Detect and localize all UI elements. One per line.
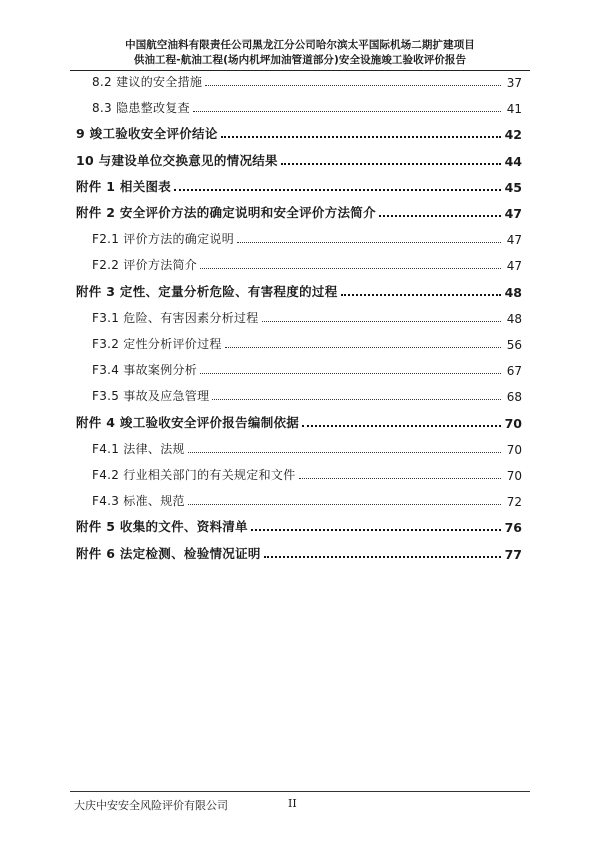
toc-entry (92, 386, 522, 404)
toc-entry-page: 70 (506, 442, 522, 457)
toc-dot-leader (262, 321, 501, 322)
header-line-1: 中国航空油料有限责任公司黑龙江分公司哈尔滨太平国际机场二期扩建项目 (125, 39, 475, 51)
toc-entry-label: F2.1 评价方法的确定说明 (92, 232, 235, 247)
footer-company: 大庆中安安全风险评价有限公司 (74, 799, 228, 812)
toc-dot-leader (205, 85, 501, 86)
toc-dot-leader (188, 504, 501, 505)
toc-entry-label: F3.5 事故及应急管理 (92, 389, 210, 404)
toc-dot-leader (212, 399, 501, 400)
toc-dot-leader (193, 111, 501, 112)
header-line-2: 供油工程-航油工程(场内机坪加油管道部分)安全设施竣工验收评价报告 (133, 54, 467, 66)
toc-entry-page: 37 (506, 76, 522, 90)
toc-entry-label: F4.1 法律、法规 (92, 441, 185, 456)
toc-entry-page: 77 (504, 546, 522, 562)
toc-dot-leader (302, 425, 501, 427)
toc-entry (92, 72, 522, 90)
toc-entry-label: F3.2 定性分析评价过程 (92, 337, 222, 351)
toc-entry-label: F2.2 评价方法简介 (92, 258, 198, 273)
toc-entry-page: 76 (504, 520, 522, 536)
toc-entry-label: 附件 2 安全评价方法的确定说明和安全评价方法简介 (76, 205, 376, 220)
toc-entry-page: 47 (504, 206, 522, 221)
toc-dot-leader (188, 452, 501, 453)
toc-entry-label: 附件 5 收集的文件、资料清单 (76, 519, 248, 535)
toc-entry-label: 附件 1 相关图表 (76, 178, 172, 194)
toc-entry (92, 491, 522, 509)
toc-entry (92, 360, 522, 378)
toc-entry (92, 334, 522, 352)
toc-dot-leader (174, 189, 501, 191)
toc-entry-page: 45 (504, 179, 522, 195)
toc-entry (76, 517, 522, 535)
toc-entry-label: 附件 6 法定检测、检验情况证明 (76, 545, 261, 561)
toc-dot-leader (237, 242, 501, 243)
toc-entry-label: 附件 3 定性、定量分析危险、有害程度的过程 (76, 283, 338, 299)
toc-entry-label: F4.2 行业相关部门的有关规定和文件 (92, 468, 296, 482)
footer-rule (70, 791, 530, 792)
toc-dot-leader (264, 556, 501, 558)
toc-entry-label: 附件 4 竣工验收安全评价报告编制依据 (76, 414, 300, 430)
toc-entry-page: 70 (504, 415, 522, 431)
toc-entry-page: 42 (504, 127, 522, 143)
toc-entry-page: 72 (506, 495, 522, 510)
toc-entry (92, 308, 522, 326)
toc-entry-label: F4.3 标准、规范 (92, 494, 185, 509)
toc-entry (92, 255, 522, 273)
toc-dot-leader (251, 529, 501, 531)
toc-dot-leader (281, 163, 501, 165)
toc-entry (92, 439, 522, 457)
toc-entry-label: 10 与建设单位交换意见的情况结果 (76, 152, 278, 168)
toc-entry-page: 44 (504, 153, 522, 169)
toc-dot-leader (341, 294, 501, 296)
toc-entry-page: 47 (506, 233, 522, 248)
toc-entry-label: 9 竣工验收安全评价结论 (76, 126, 218, 142)
toc-entry-label: 8.3 隐患整改复查 (92, 101, 190, 116)
toc-dot-leader (221, 136, 501, 138)
toc-entry (92, 465, 522, 483)
toc-entry (76, 413, 522, 431)
toc-entry-page: 70 (506, 469, 522, 483)
toc-entry-page: 67 (506, 364, 522, 379)
toc-entry-page: 41 (506, 102, 522, 117)
toc-entry-page: 47 (506, 259, 522, 274)
toc-dot-leader (299, 478, 501, 479)
toc-entry (76, 151, 522, 169)
toc-entry (76, 282, 522, 300)
toc-entry-label: 8.2 建议的安全措施 (92, 75, 203, 89)
toc-entry (76, 177, 522, 195)
toc-entry-page: 68 (506, 390, 522, 405)
footer-page-number: II (288, 797, 297, 810)
toc-entry (76, 544, 522, 562)
toc-dot-leader (225, 347, 501, 348)
toc-entry-label: F3.1 危险、有害因素分析过程 (92, 310, 259, 325)
toc-entry (92, 229, 522, 247)
toc-entry-page: 56 (506, 338, 522, 352)
toc-dot-leader (200, 268, 501, 269)
toc-entry (76, 124, 522, 142)
toc-entry-page: 48 (506, 311, 522, 326)
toc-dot-leader (379, 215, 501, 217)
toc-dot-leader (200, 373, 501, 374)
toc-entry (92, 98, 522, 116)
toc-entry-label: F3.4 事故案例分析 (92, 363, 198, 378)
toc-entry (76, 203, 522, 221)
toc-entry-page: 48 (504, 284, 522, 300)
